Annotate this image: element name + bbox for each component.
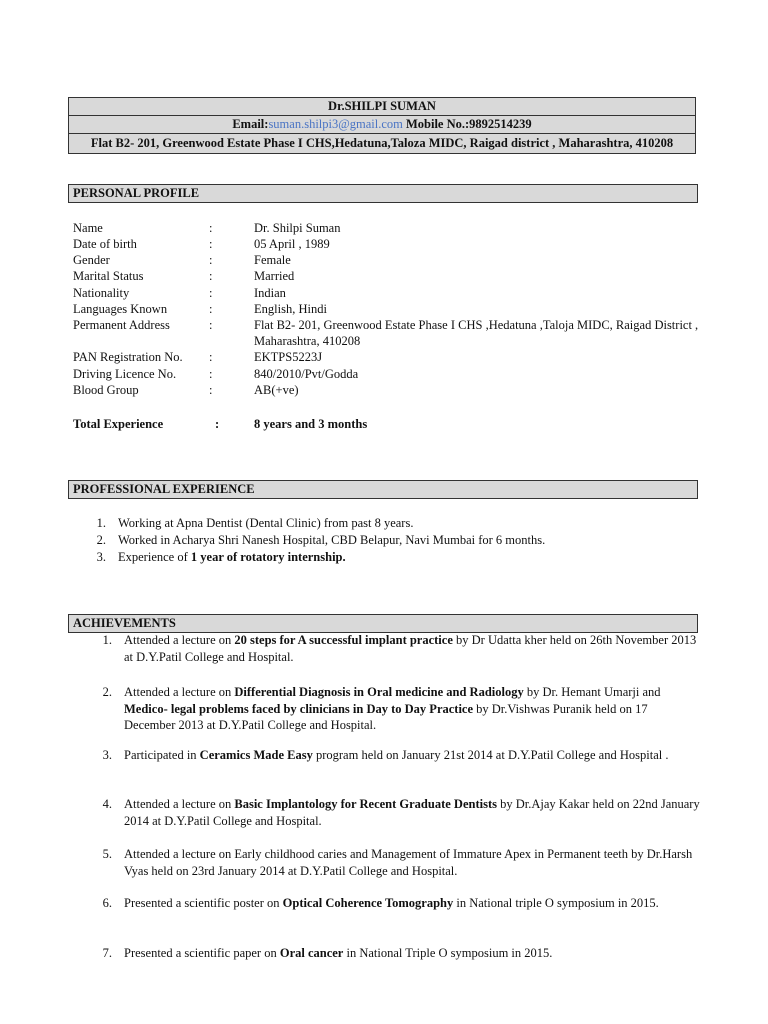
achievement-item (124, 684, 702, 734)
achievement-number: 6. (102, 896, 112, 910)
profile-value: 05 April , 1989 (254, 237, 330, 251)
achievement-highlight: Basic Implantology for Recent Graduate Dentists (234, 797, 497, 811)
contact-line (69, 116, 695, 134)
achievement-text: Attended a lecture on (124, 633, 235, 647)
achievement-item (124, 945, 702, 962)
profile-value: Flat B2- 201, Greenwood Estate Phase I CHS ,Hedatuna ,Taloja MIDC, Raigad District , Maharashtra, 410208 (254, 318, 699, 349)
achievement-number: 3. (102, 748, 112, 762)
achievement-text: Attended a lecture on (124, 685, 235, 699)
achievement-number: 2. (102, 685, 112, 699)
experience-number: 3. (96, 550, 106, 564)
experience-item-text: Experience of (118, 550, 191, 564)
profile-label: Permanent Address (73, 318, 170, 332)
total-experience-value: 8 years and 3 months (254, 417, 368, 431)
achievement-number: 1. (102, 633, 112, 647)
achievement-text: Attended a lecture on (124, 797, 235, 811)
profile-colon: : (209, 269, 213, 283)
profile-value: Dr. Shilpi Suman (254, 221, 341, 235)
profile-colon: : (209, 286, 213, 300)
achievement-item (124, 747, 702, 764)
profile-value: English, Hindi (254, 302, 327, 316)
profile-value: Female (254, 253, 291, 267)
achievement-highlight: 20 steps for A successful implant practice (234, 633, 453, 647)
header-address: Flat B2- 201, Greenwood Estate Phase I CHS,Hedatuna,Taloza MIDC, Raigad district , Maharashtra, 410208 (90, 136, 674, 150)
profile-label: PAN Registration No. (73, 350, 183, 364)
profile-colon: : (209, 318, 213, 332)
email-link[interactable]: suman.shilpi3@gmail.com (268, 117, 403, 131)
achievement-text: by Dr.Vishwas Puranik held on 17 December 2013 at D.Y.Patil College and Hospital. (124, 701, 648, 732)
achievement-text: by Dr. Hemant Umarji and (523, 685, 661, 699)
candidate-name: Dr.SHILPI SUMAN (69, 98, 695, 116)
profile-value: EKTPS5223J (254, 350, 323, 364)
profile-colon: : (209, 302, 213, 316)
achievement-highlight: Differential Diagnosis in Oral medicine and Radiology (234, 685, 524, 699)
achievement-text: in National triple O symposium in 2015. (453, 896, 659, 910)
achievement-highlight: Medico- legal problems faced by clinicians in Day to Day Practice (124, 701, 474, 716)
achievement-text: Presented a scientific paper on (124, 946, 280, 960)
achievement-text: by Dr.Ajay Kakar held on 22nd January 2014 at D.Y.Patil College and Hospital. (124, 797, 700, 828)
achievements-heading: ACHIEVEMENTS (68, 614, 698, 633)
achievement-item (124, 846, 702, 879)
experience-item-bold: 1 year of rotatory internship. (190, 550, 346, 564)
total-experience-colon: : (215, 417, 220, 431)
achievement-text: in National Triple O symposium in 2015. (343, 946, 553, 960)
achievement-item (124, 632, 702, 665)
achievement-item (124, 796, 702, 829)
experience-item: Worked in Acharya Shri Nanesh Hospital, CBD Belapur, Navi Mumbai for 6 months. (118, 533, 546, 547)
achievement-number: 4. (102, 797, 112, 811)
email-label: Email: (232, 117, 269, 131)
experience-item: Working at Apna Dentist (Dental Clinic) from past 8 years. (118, 516, 414, 530)
professional-experience-heading: PROFESSIONAL EXPERIENCE (68, 480, 698, 499)
resume-header (68, 97, 696, 154)
experience-number: 2. (96, 533, 106, 547)
profile-value: AB(+ve) (254, 383, 299, 397)
personal-profile-heading: PERSONAL PROFILE (68, 184, 698, 203)
profile-label: Nationality (73, 286, 130, 300)
profile-value: 840/2010/Pvt/Godda (254, 367, 359, 381)
profile-colon: : (209, 253, 213, 267)
profile-label: Languages Known (73, 302, 168, 316)
profile-value: Indian (254, 286, 286, 300)
experience-item (118, 549, 698, 566)
achievement-highlight: Ceramics Made Easy (199, 748, 313, 762)
achievement-item (124, 895, 702, 912)
profile-value: Married (254, 269, 295, 283)
total-experience-label: Total Experience (73, 417, 164, 431)
profile-label: Driving Licence No. (73, 367, 177, 381)
achievement-highlight: Optical Coherence Tomography (282, 896, 454, 910)
profile-label: Gender (73, 253, 110, 267)
profile-label: Blood Group (73, 383, 139, 397)
achievement-text: program held on January 21st 2014 at D.Y.Patil College and Hospital . (312, 748, 669, 762)
profile-colon: : (209, 383, 213, 397)
profile-colon: : (209, 237, 213, 251)
profile-colon: : (209, 221, 213, 235)
achievement-text: Participated in (124, 748, 200, 762)
achievement-highlight: Oral cancer (279, 946, 344, 960)
achievement-text: Attended a lecture on Early childhood caries and Management of Immature Apex in Permanent teeth by Dr.Harsh Vyas held on 23rd January 2014 at D.Y.Patil College and Hospital. (124, 847, 693, 878)
profile-colon: : (209, 350, 213, 364)
experience-number: 1. (96, 516, 106, 530)
profile-colon: : (209, 367, 213, 381)
profile-label: Name (73, 221, 103, 235)
achievement-number: 5. (102, 847, 112, 861)
profile-label: Date of birth (73, 237, 137, 251)
achievement-number: 7. (102, 946, 112, 960)
achievement-text: Presented a scientific poster on (124, 896, 283, 910)
achievement-text: by Dr Udatta kher held on 26th November 2013 at D.Y.Patil College and Hospital. (124, 633, 697, 664)
profile-label: Marital Status (73, 269, 144, 283)
mobile-number: Mobile No.:9892514239 (405, 117, 532, 131)
